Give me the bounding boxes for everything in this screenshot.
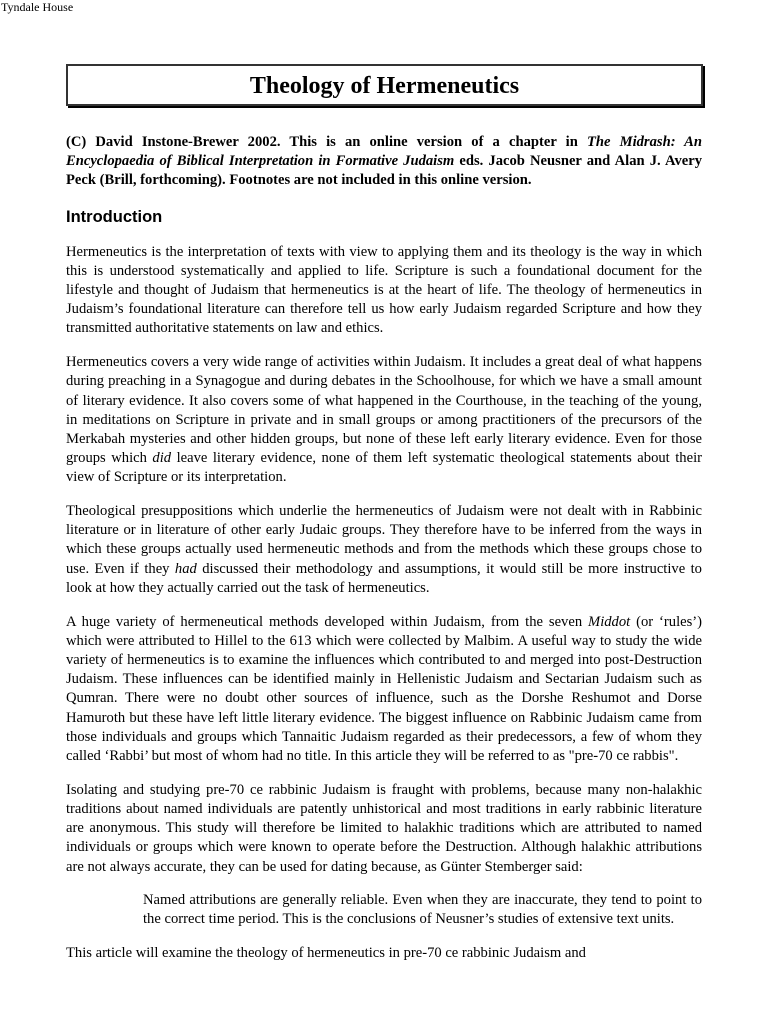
site-header-label: Tyndale House bbox=[1, 0, 74, 14]
paragraph-4 bbox=[66, 613, 702, 767]
block-quote: Named attributions are generally reliable. Even when they are inaccurate, they tend to point to the correct time period. This is the conclusions of Neusner’s studies of extensive text units. bbox=[143, 892, 702, 928]
paragraph-4-before: A huge variety of hermeneutical methods developed within Judaism, from the seven bbox=[66, 613, 589, 630]
paragraph-2-emphasis: did bbox=[152, 450, 172, 467]
page-title: Theology of Hermeneutics bbox=[249, 73, 520, 99]
paragraph-3-before: Theological presuppositions which underlie the hermeneutics of Judaism were not dealt with in Rabbinic literature or in literature of other early Judaic groups. They therefore have to be inferred from the ways in which these groups actually used hermeneutic methods and from the methods which these groups chose to use. Even if they bbox=[66, 503, 702, 577]
document-body bbox=[66, 133, 702, 963]
title-box bbox=[66, 64, 703, 106]
section-heading-introduction: Introduction bbox=[66, 207, 163, 226]
paragraph-3-emphasis: had bbox=[174, 560, 197, 577]
paragraph-3 bbox=[66, 502, 702, 598]
copyright-prefix: (C) David Instone-Brewer 2002. This is an online version of a chapter in bbox=[66, 134, 587, 150]
paragraph-1: Hermeneutics is the interpretation of texts with view to applying them and its theology is the way in which this is understood systematically and applied to life. Scripture is such a foundational document for the lifestyle and thought of Judaism that hermeneutics is at the heart of life. The theology of hermeneutics in Judaism’s foundational literature can therefore tell us how early Judaism regarded Scripture and how they transmitted authoritative statements on law and ethics. bbox=[66, 243, 702, 337]
paragraph-4-after: (or ‘rules’) which were attributed to Hillel to the 613 which were collected by Malbim. A useful way to study the wide variety of hermeneutics is to examine the influences which contributed to and merged into post-Destruction Judaism. These influences can be identified mainly in Hellenistic Judaism and Sectarian Judaism such as Qumran. There were no doubt other sources of influence, such as the Dorshe Reshumot and Dorse Hamuroth but these have left little literary evidence. The biggest influence on Rabbinic Judaism came from those individuals and groups which Tannaitic Judaism regarded as their predecessors, a few of whom they called ‘Rabbi’ but most of whom had no title. In this article they will be referred to as "pre-70 ce rabbis". bbox=[66, 613, 702, 764]
book-title: The Midrash: An Encyclopaedia of Biblical Interpretation in Formative Judaism bbox=[66, 134, 703, 170]
paragraph-3-after: discussed their methodology and assumptions, it would still be more instructive to look at how they actually carried out the task of hermeneutics. bbox=[66, 560, 702, 596]
paragraph-2-before: Hermeneutics covers a very wide range of activities within Judaism. It includes a great deal of what happens during preaching in a Synagogue and during debates in the Schoolhouse, for which we have a small amount of literary evidence. It also covers some of what happened in the Courthouse, in the teaching of the young, in meditations on Scripture in private and in small groups or among practitioners of the precursors of the Merkabah mysteries and other hidden groups, but none of these left early literary evidence. Even for those groups which bbox=[66, 354, 702, 467]
paragraph-5: Isolating and studying pre-70 ce rabbinic Judaism is fraught with problems, because many non-halakhic traditions about named individuals are patently unhistorical and most traditions in early rabbinic literature are anonymous. This study will therefore be limited to halakhic traditions which are attributed to named individuals or groups which were known to operate before the Destruction. Although halakhic attributions are not always accurate, they can be used for dating because, as Günter Stemberger said: bbox=[66, 781, 702, 875]
paragraph-2-after: leave literary evidence, none of them left systematic theological statements about their view of Scripture or its interpretation. bbox=[66, 450, 702, 486]
paragraph-4-emphasis: Middot bbox=[588, 613, 631, 630]
paragraph-6: This article will examine the theology of hermeneutics in pre-70 ce rabbinic Judaism and bbox=[66, 945, 586, 962]
copyright-suffix: eds. Jacob Neusner and Alan J. Avery Peck (Brill, forthcoming). Footnotes are not included in this online version. bbox=[66, 153, 702, 189]
copyright-notice bbox=[66, 133, 702, 191]
paragraph-2 bbox=[66, 353, 702, 487]
